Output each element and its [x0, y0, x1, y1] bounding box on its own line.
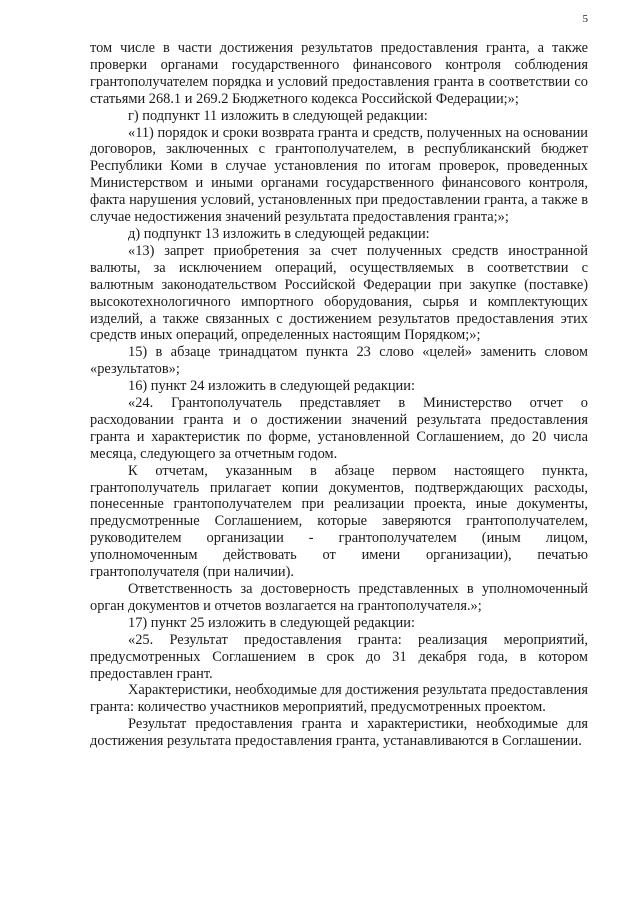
- paragraph-continuation: том числе в части достижения результатов предоставления гранта, а также проверки органами государственного финансового контроля соблюдения грантополучателем порядка и условий предоставления гранта в соответствии со статьями 268.1 и 269.2 Бюджетного кодекса Российской Федерации;»;: [90, 40, 588, 107]
- document-body: [90, 40, 588, 750]
- paragraph-item-17: 17) пункт 25 изложить в следующей редакции:: [128, 614, 415, 631]
- paragraph-item-16: 16) пункт 24 изложить в следующей редакции:: [128, 378, 415, 395]
- paragraph-reports-attachments: К отчетам, указанным в абзаце первом настоящего пункта, грантополучатель прилагает копии документов, подтверждающих расходы, понесенные грантополучателем при реализации проекта, иные документы, предусмотренные Соглашением, которые заверяются грантополучателем, руководителем организации - грантополучателем (иным лицом, уполномоченным действовать от имени организации), печатью грантополучателя (при наличии).: [90, 462, 588, 581]
- page-number: 5: [582, 13, 588, 25]
- paragraph-subitem-d: д) подпункт 13 изложить в следующей редакции:: [128, 225, 430, 242]
- paragraph-item-13: «13) запрет приобретения за счет полученных средств иностранной валюты, за исключением операций, осуществляемых в соответствии с валютным законодательством Российской Федерации при закупке (поставке) высокотехнологичного импортного оборудования, сырья и комплектующих изделий, а также связанных с достижением результатов предоставления этих средств иных операций, определенных настоящим Порядком;»;: [90, 242, 588, 344]
- paragraph-responsibility: Ответственность за достоверность представленных в уполномоченный орган документов и отчетов возлагается на грантополучателя.»;: [90, 581, 588, 614]
- paragraph-result-and-characteristics: Результат предоставления гранта и характеристики, необходимые для достижения результата предоставления гранта, устанавливаются в Соглашении.: [90, 716, 588, 750]
- paragraph-item-15: 15) в абзаце тринадцатом пункта 23 слово «целей» заменить словом «результатов»;: [90, 344, 588, 378]
- paragraph-clause-24: «24. Грантополучатель представляет в Министерство отчет о расходовании гранта и о достижении значений результата предоставления гранта и характеристик по форме, установленной Соглашением, до 20 числа месяца, следующего за отчетным годом.: [90, 395, 588, 462]
- paragraph-subitem-g: г) подпункт 11 изложить в следующей редакции:: [128, 107, 428, 124]
- paragraph-characteristics: Характеристики, необходимые для достижения результата предоставления гранта: количество участников мероприятий, предусмотренных проектом.: [90, 682, 588, 716]
- paragraph-item-11: «11) порядок и сроки возврата гранта и средств, полученных на основании договоров, заключенных с грантополучателем, в республиканский бюджет Республики Коми в случае установления по итогам проверок, проведенных Министерством и иными органами государственного финансового контроля, факта нарушения условий, установленных при предоставлении гранта, а также в случае недостижения значений результата предоставления гранта;»;: [90, 124, 588, 226]
- paragraph-clause-25: «25. Результат предоставления гранта: реализация мероприятий, предусмотренных Соглашением в срок до 31 декабря года, в котором предоставлен грант.: [90, 631, 588, 682]
